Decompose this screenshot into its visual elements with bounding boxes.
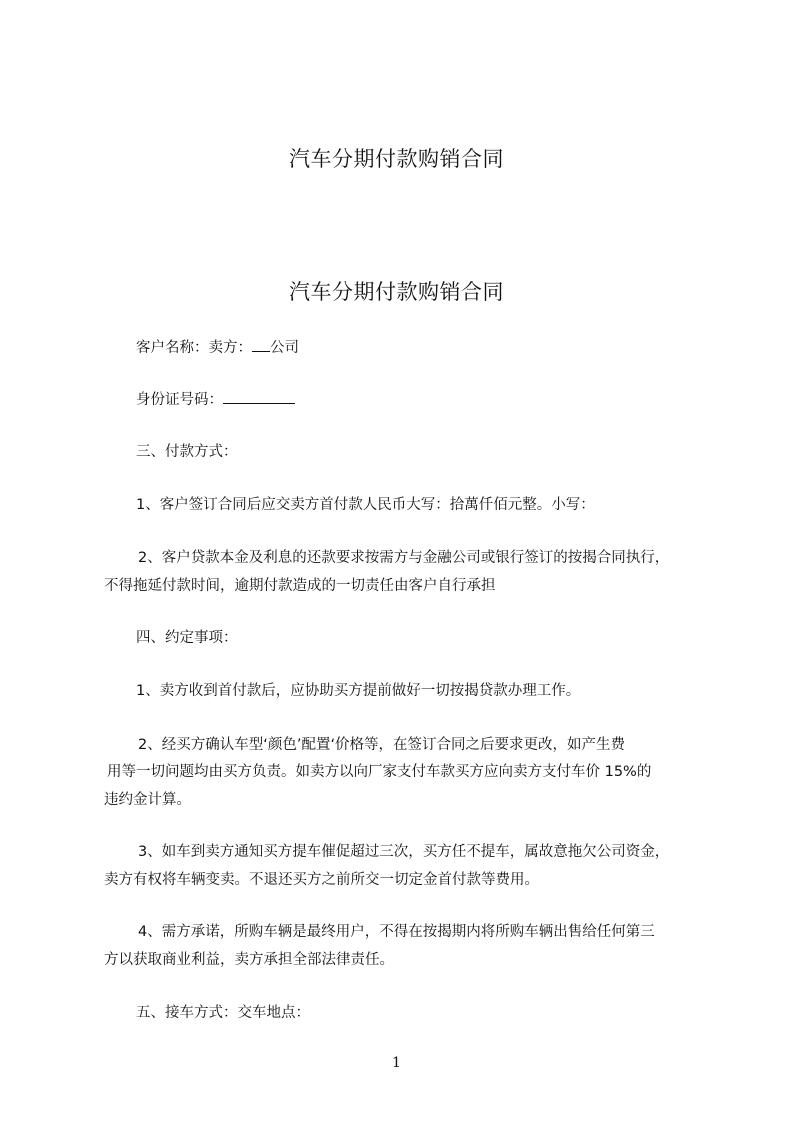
customer-name-line [136,337,299,358]
section-4-heading: 四、约定事项： [136,630,238,646]
id-number-blank [223,389,295,404]
customer-name-label: 客户名称：卖方： [136,340,252,356]
section-4-item-4-line-1: 4、需方承诺，所购车辆是最终用户，不得在按揭期内将所购车辆出售给任何第三 [138,924,655,940]
page-number: 1 [392,1055,401,1071]
section-3-item-1: 1、客户签订合同后应交卖方首付款人民币大写：拾萬仟佰元整。小写： [136,497,595,513]
company-name-blank [252,337,270,352]
section-4-item-1: 1、卖方收到首付款后，应协助买方提前做好一切按揭贷款办理工作。 [136,683,581,699]
id-number-line [136,389,295,410]
section-4-item-2-line-1: 2、经买方确认车型‘颜色’配置‘价格等，在签订合同之后要求更改，如产生费 [138,737,626,753]
id-number-label: 身份证号码： [136,392,223,408]
section-4-item-2-line-2: 用等一切问题均由买方负责。如卖方以向厂家支付车款买方应向卖方支付车价 15%的 [107,764,652,780]
section-3-heading: 三、付款方式： [136,444,238,460]
company-suffix: 公司 [270,340,299,356]
cover-title: 汽车分期付款购销合同 [289,147,504,171]
section-4-item-2-line-3: 违约金计算。 [104,792,191,808]
section-3-item-2-line-1: 2、客户贷款本金及利息的还款要求按需方与金融公司或银行签订的按揭合同执行， [138,550,670,566]
section-3-item-2-line-2: 不得拖延付款时间，逾期付款造成的一切责任由客户自行承担 [104,578,496,594]
section-5-heading: 五、接车方式：交车地点： [136,1005,310,1021]
document-title: 汽车分期付款购销合同 [289,280,504,304]
section-4-item-3-line-2: 卖方有权将车辆变卖。不退还买方之前所交一切定金首付款等费用。 [104,872,539,888]
section-4-item-4-line-2: 方以获取商业利益，卖方承担全部法律责任。 [104,952,394,968]
section-4-item-3-line-1: 3、如车到卖方通知买方提车催促超过三次，买方任不提车，属故意拖欠公司资金， [138,844,670,860]
